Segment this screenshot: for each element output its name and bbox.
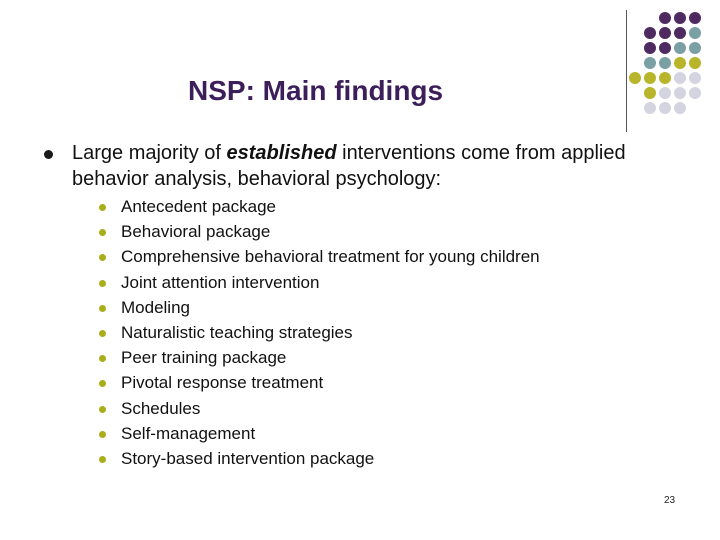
- list-item-label: Self-management: [121, 423, 256, 443]
- list-item: [0, 194, 720, 219]
- decorative-dot: [674, 57, 686, 69]
- decorative-dot: [689, 87, 701, 99]
- bullet-icon: [99, 406, 106, 413]
- decorative-dot: [689, 27, 701, 39]
- list-item: [0, 446, 720, 471]
- decorative-dot: [674, 72, 686, 84]
- list-item-label: Peer training package: [121, 348, 287, 368]
- decorative-dot-grid: [0, 0, 720, 130]
- decorative-dot: [644, 72, 656, 84]
- decorative-dot: [659, 102, 671, 114]
- list-item-label: Behavioral package: [121, 222, 271, 242]
- bullet-icon: [99, 254, 106, 261]
- list-item-label: Pivotal response treatment: [121, 373, 324, 393]
- list-item-label: Antecedent package: [121, 197, 277, 216]
- decorative-dot: [674, 27, 686, 39]
- list-item: [0, 219, 720, 244]
- decorative-dot: [689, 72, 701, 84]
- bullet-icon: [99, 204, 106, 211]
- bullet-icon: [99, 456, 106, 463]
- bullet-icon: [99, 330, 106, 337]
- decorative-dot: [644, 57, 656, 69]
- bullet-icon: [99, 280, 106, 287]
- list-item: [0, 421, 720, 446]
- main-point-emphasis: established: [226, 142, 337, 164]
- list-item: [0, 396, 720, 421]
- list-item: [0, 370, 720, 395]
- main-point-text: [72, 140, 672, 192]
- list-item-label: Comprehensive behavioral treatment for young children: [121, 247, 540, 267]
- slide-title: NSP: Main findings: [188, 75, 444, 106]
- decorative-dot: [659, 72, 671, 84]
- decorative-dot: [689, 12, 701, 24]
- list-item-label: Naturalistic teaching strategies: [121, 322, 353, 342]
- intervention-list: [0, 194, 720, 471]
- decorative-dot: [689, 57, 701, 69]
- bullet-icon: [99, 229, 106, 236]
- main-bullet-icon: [44, 150, 53, 159]
- decorative-dot: [674, 102, 686, 114]
- bullet-icon: [99, 380, 106, 387]
- bullet-icon: [99, 431, 106, 438]
- decorative-dot: [644, 42, 656, 54]
- decorative-dot: [629, 72, 641, 84]
- bullet-icon: [99, 305, 106, 312]
- decorative-dot: [659, 42, 671, 54]
- list-item: [0, 320, 720, 345]
- decorative-dot: [659, 87, 671, 99]
- decorative-dot: [644, 27, 656, 39]
- decorative-divider-line: [626, 10, 627, 132]
- list-item-label: Joint attention intervention: [121, 272, 320, 292]
- decorative-dot: [674, 87, 686, 99]
- decorative-dot: [644, 87, 656, 99]
- list-item: [0, 295, 720, 320]
- decorative-dot: [659, 12, 671, 24]
- list-item: [0, 345, 720, 370]
- decorative-dot: [674, 42, 686, 54]
- main-point-text-end: interventions come from applied behavior analysis, behavioral psychology:: [72, 142, 626, 190]
- decorative-dot: [689, 42, 701, 54]
- list-item: [0, 270, 720, 295]
- list-item-label: Schedules: [121, 398, 201, 418]
- decorative-dot: [659, 57, 671, 69]
- decorative-dot: [659, 27, 671, 39]
- main-point-text-start: Large majority of: [72, 142, 227, 164]
- decorative-dot: [644, 102, 656, 114]
- list-item-label: Modeling: [121, 297, 190, 317]
- decorative-dot: [674, 12, 686, 24]
- list-item-label: Story-based intervention package: [121, 448, 375, 468]
- bullet-icon: [99, 355, 106, 362]
- list-item: [0, 244, 720, 269]
- page-number: 23: [664, 495, 676, 506]
